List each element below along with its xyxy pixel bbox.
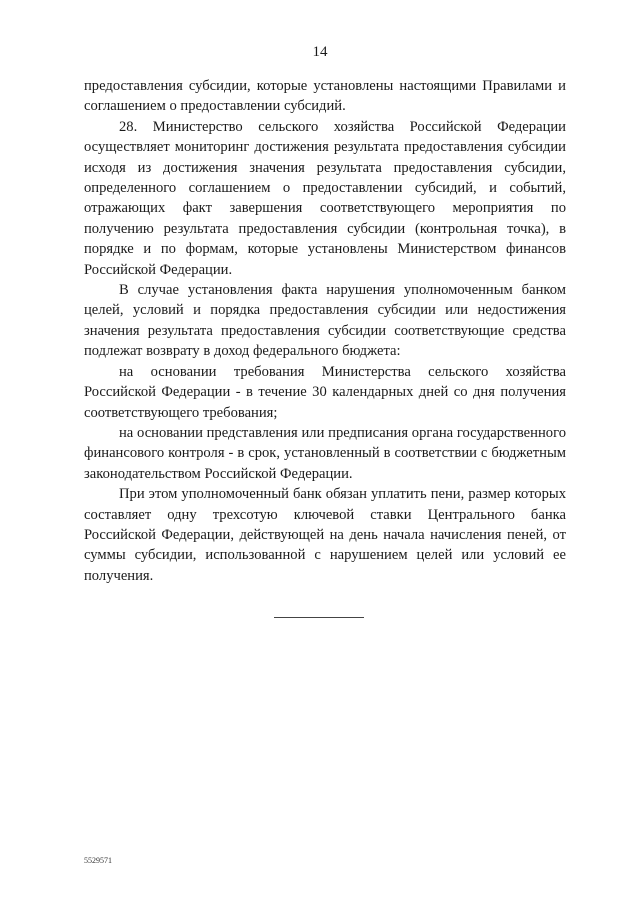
paragraph-state-control: на основании представления или предписания органа государственного финансового контроля - в срок, установленный в соответствии с бюджетным законодательством Российской Федерации. xyxy=(84,424,566,482)
document-code: 5529571 xyxy=(84,856,112,865)
paragraph-continuation: предоставления субсидии, которые установлены настоящими Правилами и соглашением о предоставлении субсидий. xyxy=(84,78,566,115)
paragraph-ministry-requirement: на основании требования Министерства сельского хозяйства Российской Федерации - в течение 30 календарных дней со дня получения соответствующего требования; xyxy=(84,363,566,421)
page-number: 14 xyxy=(312,44,328,60)
paragraph-violation: В случае установления факта нарушения уполномоченным банком целей, условий и порядка предоставления субсидии или недостижения значения результата предоставления субсидии соответствующие средства подлежат возврату в доход федерального бюджета: xyxy=(84,282,566,360)
paragraph-penalty: При этом уполномоченный банк обязан уплатить пени, размер которых составляет одну трехсотую ключевой ставки Центрального банка Российской Федерации, действующей на день начала начисления пеней, от суммы субсидии, использованной с нарушением целей или условий ее получения. xyxy=(84,486,566,584)
end-separator-line xyxy=(274,617,364,618)
paragraph-item-28: 28. Министерство сельского хозяйства Российской Федерации осуществляет мониторинг достижения результата предоставления субсидии исходя из достижения значения результата предоставления субсидии, определенного соглашением о предоставлении субсидий, и событий, отражающих факт завершения соответствующего мероприятия по получению результата предоставления субсидии (контрольная точка), в порядке и по формам, которые установлены Министерством финансов Российской Федерации. xyxy=(84,118,566,278)
document-body xyxy=(84,76,566,586)
